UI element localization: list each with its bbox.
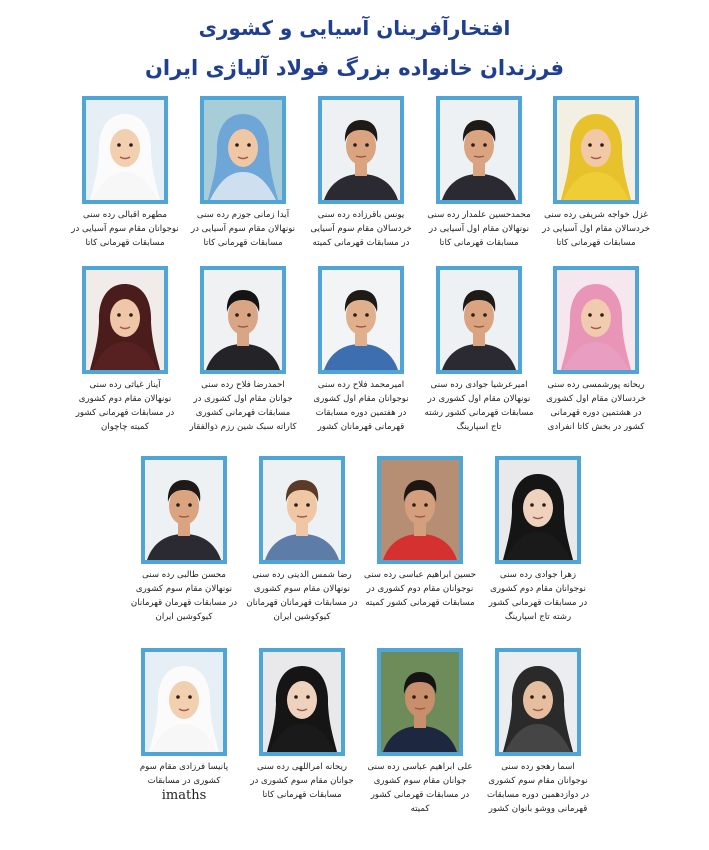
honoree-photo: [436, 96, 522, 204]
caption-line: کشوری در مسابقات: [147, 776, 221, 786]
caption-line: در هشتمین دوره قهرمانی: [550, 408, 642, 418]
honoree-card: [302, 266, 420, 434]
honoree-photo: [200, 96, 286, 204]
header-title-line-2: فرزندان خانواده بزرگ فولاد آلیاژی ایران: [144, 56, 565, 80]
caption-line: قهرمانی ووشو بانوان کشور: [488, 804, 588, 814]
honoree-caption: [66, 208, 184, 250]
caption-line: محسن طالبی رده سنی: [142, 570, 226, 580]
honoree-photo: [495, 648, 581, 756]
caption-line: کمیته: [410, 804, 430, 814]
honoree-caption: [66, 378, 184, 434]
honoree-caption: [361, 760, 479, 816]
honoree-card: [479, 456, 597, 624]
caption-line: جوانان مقام اول کشوری در: [193, 394, 293, 404]
caption-line: مسابقات قهرمانی کاتا: [262, 790, 342, 800]
caption-line: در مسابقات قهرمانی کشور: [488, 598, 588, 608]
caption-line: امیرمحمد فلاح رده سنی: [317, 380, 405, 390]
honoree-photo: [553, 96, 639, 204]
caption-line: غزل خواجه شریفی رده سنی: [544, 210, 648, 220]
caption-line: در مسابقات قهرمانی کمیته: [312, 238, 410, 248]
caption-line: نونهالان مقام دوم کشوری: [78, 394, 172, 404]
honoree-photo: [141, 648, 227, 756]
caption-line: مسابقات قهرمانی کاتا: [556, 238, 636, 248]
caption-line: مسابقات قهرمانی کاتا: [439, 238, 519, 248]
honoree-photo: [495, 456, 581, 564]
honoree-caption: [243, 760, 361, 802]
caption-line: ریحانه پورشمسی رده سنی: [547, 380, 645, 390]
honoree-card: [125, 456, 243, 624]
caption-line: علی ابراهیم عباسی رده سنی: [367, 762, 473, 772]
honoree-card: [537, 96, 655, 250]
honoree-photo: [377, 456, 463, 564]
honoree-photo: [82, 96, 168, 204]
honoree-photo: [141, 456, 227, 564]
caption-line: کمیته چاچوان: [101, 422, 149, 432]
caption-line: مسابقات قهرمانی کشور رشته: [424, 408, 534, 418]
honoree-photo: [82, 266, 168, 374]
caption-line: یونس باقرزاده رده سنی: [317, 210, 405, 220]
caption-line: نوجوانان مقام سوم آسیایی در: [71, 224, 179, 234]
honoree-card: [66, 266, 184, 434]
honoree-caption: [125, 760, 243, 804]
honoree-card: [302, 96, 420, 250]
caption-line: امیرعرشیا جوادی رده سنی: [430, 380, 528, 390]
caption-line: نونهالان مقام سوم آسیایی در: [190, 224, 296, 234]
caption-line: در هفتمین دوره مسابقات: [315, 408, 407, 418]
caption-line: در مسابقات قهرمان قهرمانان: [130, 598, 238, 608]
caption-line: کیوکوشین ایران: [155, 612, 213, 622]
honoree-card: [184, 266, 302, 434]
caption-line: در مسابقات قهرمانان قهرمانان: [246, 598, 358, 608]
caption-line: مسابقات قهرمانی کاتا: [203, 238, 283, 248]
honoree-card: [125, 648, 243, 804]
header-title-line-1: افتخارآفرینان آسیایی و کشوری: [198, 16, 511, 40]
caption-line: نونهالان مقام سوم کشوری: [135, 584, 233, 594]
honoree-caption: [243, 568, 361, 624]
caption-line: نوجوانان مقام دوم کشوری در: [366, 584, 474, 594]
honoree-caption: [479, 568, 597, 624]
caption-line: مطهره اقبالی رده سنی: [83, 210, 167, 220]
caption-line: در مسابقات قهرمانی کشور: [370, 790, 470, 800]
caption-line: نونهالان مقام اول کشوری در: [427, 394, 531, 404]
caption-line: جوانان مقام سوم کشوری در: [250, 776, 354, 786]
caption-line: محمدحسین علمدار رده سنی: [427, 210, 531, 220]
honoree-caption: [125, 568, 243, 624]
caption-line: کاراته سبک شین رزم ذوالفقار: [189, 422, 297, 432]
honoree-card: [361, 648, 479, 816]
caption-line: نوجوانان مقام دوم کشوری: [490, 584, 586, 594]
honoree-photo: [259, 456, 345, 564]
caption-line: نونهالان مقام اول آسیایی در: [429, 224, 529, 234]
honoree-card: [537, 266, 655, 434]
honoree-photo: [436, 266, 522, 374]
honoree-photo: [259, 648, 345, 756]
honoree-caption: [420, 208, 538, 250]
caption-line: مسابقات قهرمانی کشوری: [195, 408, 291, 418]
honoree-caption: [302, 208, 420, 250]
honoree-card: [184, 96, 302, 250]
caption-line: احمدرضا فلاح رده سنی: [201, 380, 285, 390]
caption-line: زهرا جوادی رده سنی: [499, 570, 577, 580]
caption-line-latin: imaths: [161, 788, 207, 803]
caption-line: جوانان مقام سوم کشوری: [373, 776, 467, 786]
caption-line: آیدا زمانی جوزم رده سنی: [196, 210, 290, 220]
honoree-card: [420, 96, 538, 250]
caption-line: مسابقات قهرمانی کشور کمیته: [365, 598, 475, 608]
caption-line: نونهالان مقام سوم کشوری: [253, 584, 351, 594]
caption-line: ریحانه امراللهی رده سنی: [256, 762, 348, 772]
caption-line: خردسالان مقام اول کشوری: [546, 394, 646, 404]
honoree-card: [243, 648, 361, 802]
caption-line: پانیسا فرزادی مقام سوم: [139, 762, 229, 772]
honoree-photo: [553, 266, 639, 374]
honoree-caption: [479, 760, 597, 816]
caption-line: در دوازدهمین دوره مسابقات: [486, 790, 590, 800]
caption-line: تاج اسپارینگ: [456, 422, 502, 432]
caption-line: کشور در بخش کاتا انفرادی: [547, 422, 645, 432]
caption-line: رشته تاج اسپارینگ: [504, 612, 572, 622]
caption-line: نوجوانان مقام اول کشوری: [313, 394, 409, 404]
caption-line: کیوکوشین ایران: [273, 612, 331, 622]
honoree-card: [420, 266, 538, 434]
honoree-caption: [184, 378, 302, 434]
caption-line: مسابقات قهرمانی کاتا: [85, 238, 165, 248]
honoree-caption: [537, 378, 655, 434]
caption-line: قهرمانی قهرمانان کشور: [317, 422, 405, 432]
honoree-card: [243, 456, 361, 624]
caption-line: خردسالان مقام اول آسیایی در: [542, 224, 650, 234]
honoree-caption: [420, 378, 538, 434]
honoree-card: [361, 456, 479, 610]
caption-line: خردسالان مقام سوم آسیایی: [310, 224, 412, 234]
honoree-caption: [184, 208, 302, 250]
honoree-caption: [302, 378, 420, 434]
honoree-caption: [537, 208, 655, 250]
caption-line: رضا شمس الدینی رده سنی: [252, 570, 352, 580]
honoree-photo: [318, 96, 404, 204]
honoree-card: [66, 96, 184, 250]
caption-line: اسما رهجو رده سنی: [501, 762, 575, 772]
honoree-caption: [361, 568, 479, 610]
honoree-card: [479, 648, 597, 816]
caption-line: آیناز غیاثی رده سنی: [89, 380, 161, 390]
caption-line: در مسابقات قهرمانی کشور: [75, 408, 175, 418]
caption-line: حسین ابراهیم عباسی رده سنی: [364, 570, 476, 580]
honoree-photo: [318, 266, 404, 374]
caption-line: نوجوانان مقام سوم کشوری: [488, 776, 588, 786]
honoree-photo: [377, 648, 463, 756]
honoree-photo: [200, 266, 286, 374]
